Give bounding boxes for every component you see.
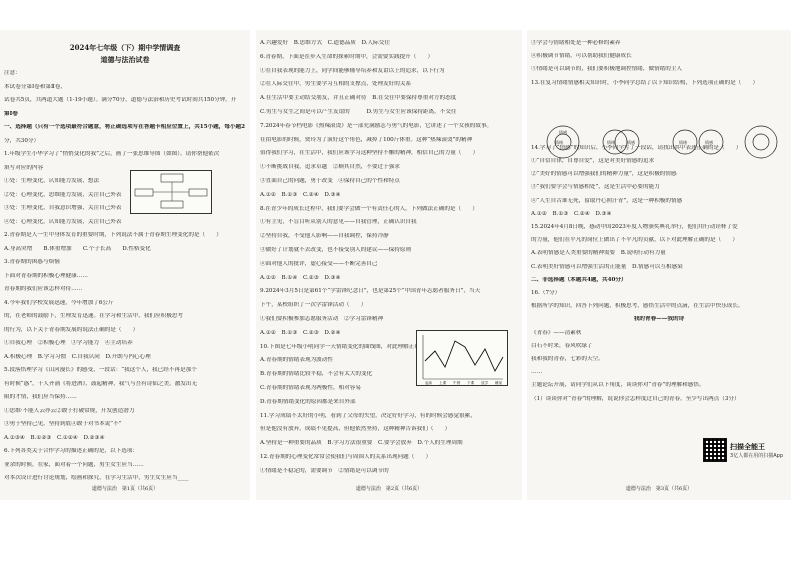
text-line: 主题论坛开展，请同学们从以下角度，谈谈你对“青春”的理解和感悟。 — [531, 382, 705, 389]
curve-axis-label: 午餐 — [453, 381, 461, 385]
text-line: ①自我心理 ②积极心理 ③学习能力 ④主动培养 — [4, 340, 133, 346]
page-3 — [527, 30, 791, 500]
text-line: ④处：心理变化，认知能力发展，关注自己外表 — [4, 218, 122, 225]
text-line: D.青春期情绪变化的原因都是来自外部 — [260, 398, 356, 405]
mind-map-node-right — [189, 189, 207, 196]
text-line: 有时候“惑”，千人齐涌《将进酒》，鼓起精神，我气与吾有诗仙之美。激发出无 — [4, 380, 198, 387]
text-line: 限的才情，我们应当保持…… — [4, 394, 77, 400]
mind-map-node-bottom — [161, 201, 183, 208]
scanner-tagline: 3亿人都在用的扫描App — [730, 452, 783, 459]
text-line: A.①② B.①③ C.②④ D.③④ — [260, 191, 341, 198]
text-line: 试卷共5页，共两道大题（1-19小题）。满分70分，道德与法治和历史考试时间共150分钟。开 — [4, 97, 237, 103]
text-line: 我和我的青春，七彩的天空。 — [531, 356, 604, 362]
text-line: ③勇于坚持己见，坚持到底④敢于对书本说“不” — [4, 421, 122, 427]
text-line: 在拍电影的时候，贾玲为了演好这个角色，减掉了100斤体重。这种“热辣滚烫”的精神 — [260, 136, 473, 143]
text-line: ①我们要积极参加志愿服务活动 ②学习雷锋精神 — [260, 316, 384, 322]
venn-label: 情绪 — [607, 140, 615, 145]
venn-label: 情绪 — [679, 140, 687, 145]
text-line: 的行为，以下关于青春期发展的说法正确的是（ ） — [4, 326, 139, 333]
curve-axis-label: 起床 — [425, 381, 433, 385]
text-line: ②坚持自我，不受他人影响——自我调控，保持冷静 — [260, 233, 389, 240]
text-line: A.表明情感是人类重要的精神需要 B.说明行动有力量 — [531, 250, 666, 257]
text-line: A.积极心理 B.学习习惯 C.自我认同 D.开朗与内心心理 — [4, 353, 151, 360]
text-line: ③“我们要学会与情感相处”，这是生活中必要的能力 — [531, 184, 660, 191]
text-line: A.①③④ B.①②③ C.①②④ D.②③④ — [4, 434, 105, 441]
text-line: C.青春期的情绪表现为两极性，相对容易 — [260, 385, 361, 391]
curve-axis-label: 上课 — [439, 381, 447, 385]
text-line: 白石不时来，春风吹绿了 — [531, 342, 593, 349]
qr-code-icon — [703, 438, 727, 462]
text-line: B.青春期的情绪比较平稳，不会有太大的变化 — [260, 371, 373, 378]
text-line: ④面对他人的批评，虚心接受——不断完善自己 — [260, 260, 378, 267]
text-line: ②处：心理变化，思维能力发展，关注自己外表 — [4, 191, 122, 198]
text-line: 9.2024年3月5日是第61个“学雷锋纪念日”，也是第25个“中国青年志愿者服务日”，当天 — [260, 288, 481, 295]
text-line: ②在人际交往中，男生要学习互相的支撑点，处理友好的关系 — [260, 81, 412, 88]
text-line: 分，共30分） — [4, 137, 40, 144]
text-line: 的，在老师的鼓励下，生理发育迅速。在学习和生活中，我们应积极思考 — [4, 313, 184, 319]
text-line: ③做好了计划就不去改变，也不接受别人的建议——保持原则 — [260, 247, 412, 253]
text-line: ③直面自己的问题，勇于改变 ④保持自己的个性和特点 — [260, 178, 400, 184]
text-line: ①思维·不能人云亦云②敢于打破常规，开发创造潜力 — [4, 407, 135, 414]
text-line: A.兴趣爱好 B.思维方式 C.道德品质 D.人际交往 — [260, 40, 390, 46]
text-line: A.①② B.①③ C.②③ D.②④ — [260, 329, 341, 336]
page-3-footer: 道德与法治 第3页（共6页） — [625, 486, 693, 492]
text-line: ③处：生理变化，自我意识增强，关注自己外表 — [4, 205, 122, 211]
text-line: A.①② B.①④ C.②③ D.③④ — [260, 274, 341, 281]
text-line: 6.下列各类关于合作学习的描述正确的是，以下选项： — [4, 448, 138, 454]
page-1-footer: 道德与法治 第1页（共6页） — [91, 486, 159, 492]
text-line: 第Ⅰ卷 — [4, 110, 18, 117]
mood-curve-diagram — [416, 330, 508, 386]
curve-axis-label: 放学 — [481, 381, 489, 385]
text-line: 8.在青少年的成长过程中，我们要学会做一个有责任心的人，下列做法正确的是（ ） — [260, 205, 478, 212]
text-line: 本试卷分第Ⅰ卷和第Ⅱ卷， — [4, 83, 66, 90]
text-line: 6.青春期，下面是在步入生命的探索时期中，会需要实践提升（ ） — [260, 53, 434, 60]
text-line: 一、选择题（只有一个选项最符合题意，将正确选项写在答题卡相应位置上，共15小题，每小题2 — [4, 124, 246, 130]
text-line: C.表明美好情感可以增强生活的正能量 D.情感可以互相感染 — [531, 263, 683, 270]
text-line: ①不断挑战自我，追求卓越 ②顺其自然，不要过于强求 — [260, 164, 400, 171]
text-line: 2.青春期是人一生中身体发育的重要时期，下列说法不属于青春期生理变化的是（ ） — [4, 232, 222, 238]
text-line: ④“人生自古谁无死，留取丹心照汗青”，这是一种积极的情感 — [531, 197, 683, 204]
venn-label: 情感 — [559, 130, 567, 135]
text-line: 16.（7分） — [531, 290, 561, 296]
text-line: ②“美好的情感可以增强我们的精神力量”，这是积极的情感 — [531, 171, 677, 178]
text-line: 1.年级学生小华学习了“悄悄变化的我”之后，画了一张思维导图（如图）。请你帮他依次 — [4, 151, 220, 157]
text-line: ⑤情绪是可以调节的，我们要积极地调控情绪，做情绪的主人 — [531, 66, 683, 73]
text-line: 13.在复习情绪情感相关知识时，小李同学总结了以下知识结构，下列选项正确的是（ ） — [531, 79, 759, 86]
text-line: 填写对应的内容 — [4, 164, 44, 171]
curve-axis-label: 睡前 — [495, 381, 503, 385]
text-line: 12.青春期的心理变化常常会使我们与周围人的关系出现问题（ ） — [260, 454, 432, 460]
text-line: ①有主见，不盲目听从别人的意见——自我管理，正确认识自我 — [260, 219, 417, 226]
text-line: 4.今年我们学校发展迅速，今年增加了6公斤 — [4, 299, 114, 306]
page-1 — [0, 30, 250, 500]
text-line: ③学会与情绪相处是一种必修的素养 — [531, 40, 621, 46]
text-line: 下面对青春期的积极心理健康…… — [4, 272, 88, 279]
venn-label: 情绪 — [555, 140, 563, 145]
venn-label: 情感 — [627, 140, 635, 145]
text-line: 3.青春期的困惑与烦恼 — [4, 259, 60, 265]
page-2 — [256, 30, 522, 500]
venn-options-diagram — [535, 122, 783, 162]
text-line: 注意： — [4, 70, 21, 76]
text-line: 15.2024年4月8日晚，感动中国2023年度人物颁奖典礼举行，他们用行动诠释了爱 — [531, 224, 738, 230]
text-line: 14.学习了“情感”的知识后，小李同学写了一段话，请找出其中表述正确的是（ ） — [531, 144, 742, 151]
text-line: 业余的时候，在家，面对着一个问题，男生女生应当…… — [4, 461, 144, 468]
exam-title: 2024年七年级（下）期中学情调查 — [69, 44, 181, 51]
text-line: C.男生与女生之间是可以产生友谊的 D.男生与女生应该保持距离，不交往 — [260, 109, 457, 115]
text-line: 5.段落悟理学习《山河漫长》的感受，一段话：“我这个人，我已经不再是那个 — [4, 367, 197, 373]
text-line: （1）谈谈你对“青春”的理解，说说你会怎样度过自己的青春，至少写出两点（3分） — [531, 395, 740, 402]
text-line: ①情绪是不稳定的，需要调节 ②情绪是可以调节的 — [260, 467, 389, 474]
text-line: 但是他没有放弃，成绩不见提高，但他依然坚持，这种精神告诉我们（ ） — [260, 426, 451, 433]
mood-curve-line — [425, 341, 503, 371]
text-line: 11.学习成绩不太好的小明，看到了父母的失望，决定好好学习，有的时候会感觉很累， — [260, 412, 476, 419]
text-line: ①“自信自律，自尊自爱”，这是对美好情感的追求 — [531, 158, 655, 164]
exam-subtitle: 道德与法治试卷 — [100, 56, 150, 63]
text-line: ④积极调节情绪，可以帮助我们健康成长 — [531, 53, 632, 60]
text-line: A.①② B.①③ C.②④ D.③④ — [531, 210, 612, 217]
text-line: ①在自我表现的能力上，同学间能够辅导培养和友谊以上的追求，以下行为 — [260, 67, 445, 74]
page-2-footer: 道德与法治 第2页（共6页） — [355, 486, 423, 492]
text-line: 二、非选择题（本题共4题，共40分） — [531, 276, 627, 283]
scanner-watermark — [703, 438, 783, 462]
text-line: 青春期的我们应该怎样对待…… — [4, 286, 83, 292]
text-line: A.身高突增 B.体重增加 C.个子长高 D.性格变化 — [4, 245, 151, 252]
text-line: A.在生活中要主动结交朋友，并且正确对待 B.在交往中要保持尊重对方的态度 — [260, 95, 457, 102]
text-line: …… — [531, 369, 543, 376]
text-line: 《青春》——清素秋 — [531, 329, 582, 336]
scanner-brand: 扫描全能王 — [730, 442, 766, 451]
text-line: A.青春期的情绪表现为波动性 — [260, 357, 333, 364]
text-line: 对本次设计进行讨论规划，绘画和探究，在学习生活中，男生女生应当____ — [4, 475, 189, 481]
text-line: ①处：生理变化，认知能力发展，想法 — [4, 178, 100, 184]
text-line: 根据所学的知识，回答下列问题，积极思考，感悟生活中的点滴，在生活中快乐成长。 — [531, 303, 744, 310]
venn-label: 情感 — [705, 140, 713, 145]
text-line: 值得我们学习，在生活中，我们应该学习这种坚持不懈的精神，相信自己的力量（ ） — [260, 150, 479, 157]
curve-axis-label: 下课 — [467, 381, 475, 385]
venn-option-d — [745, 126, 777, 158]
mind-map-center-node — [161, 174, 183, 182]
text-line: 下午，某校组织了一次学雷锋活动（ ） — [260, 302, 367, 309]
text-line: 10.下图是七年级小明同学一天情绪变化的曲线图，对此理解正确的是（ ） — [260, 343, 454, 350]
mind-map-diagram — [130, 170, 212, 214]
text-line: A.坚持是一种重要的品质 B.学习方法很重要 C.要学会放弃 D.个人的生理周期 — [260, 440, 463, 447]
mind-map-node-left — [135, 189, 153, 196]
text-line: 7.2024年春节档电影《热辣滚烫》是一部充满励志与勇气的电影，它讲述了一个女孩的故事。 — [260, 122, 493, 129]
text-line: 我的青春——我的诗 — [633, 316, 685, 323]
text-line: 的力量，他们在平凡的岗位上做出了不平凡的贡献，以下对此理解正确的是（ ） — [531, 237, 738, 244]
